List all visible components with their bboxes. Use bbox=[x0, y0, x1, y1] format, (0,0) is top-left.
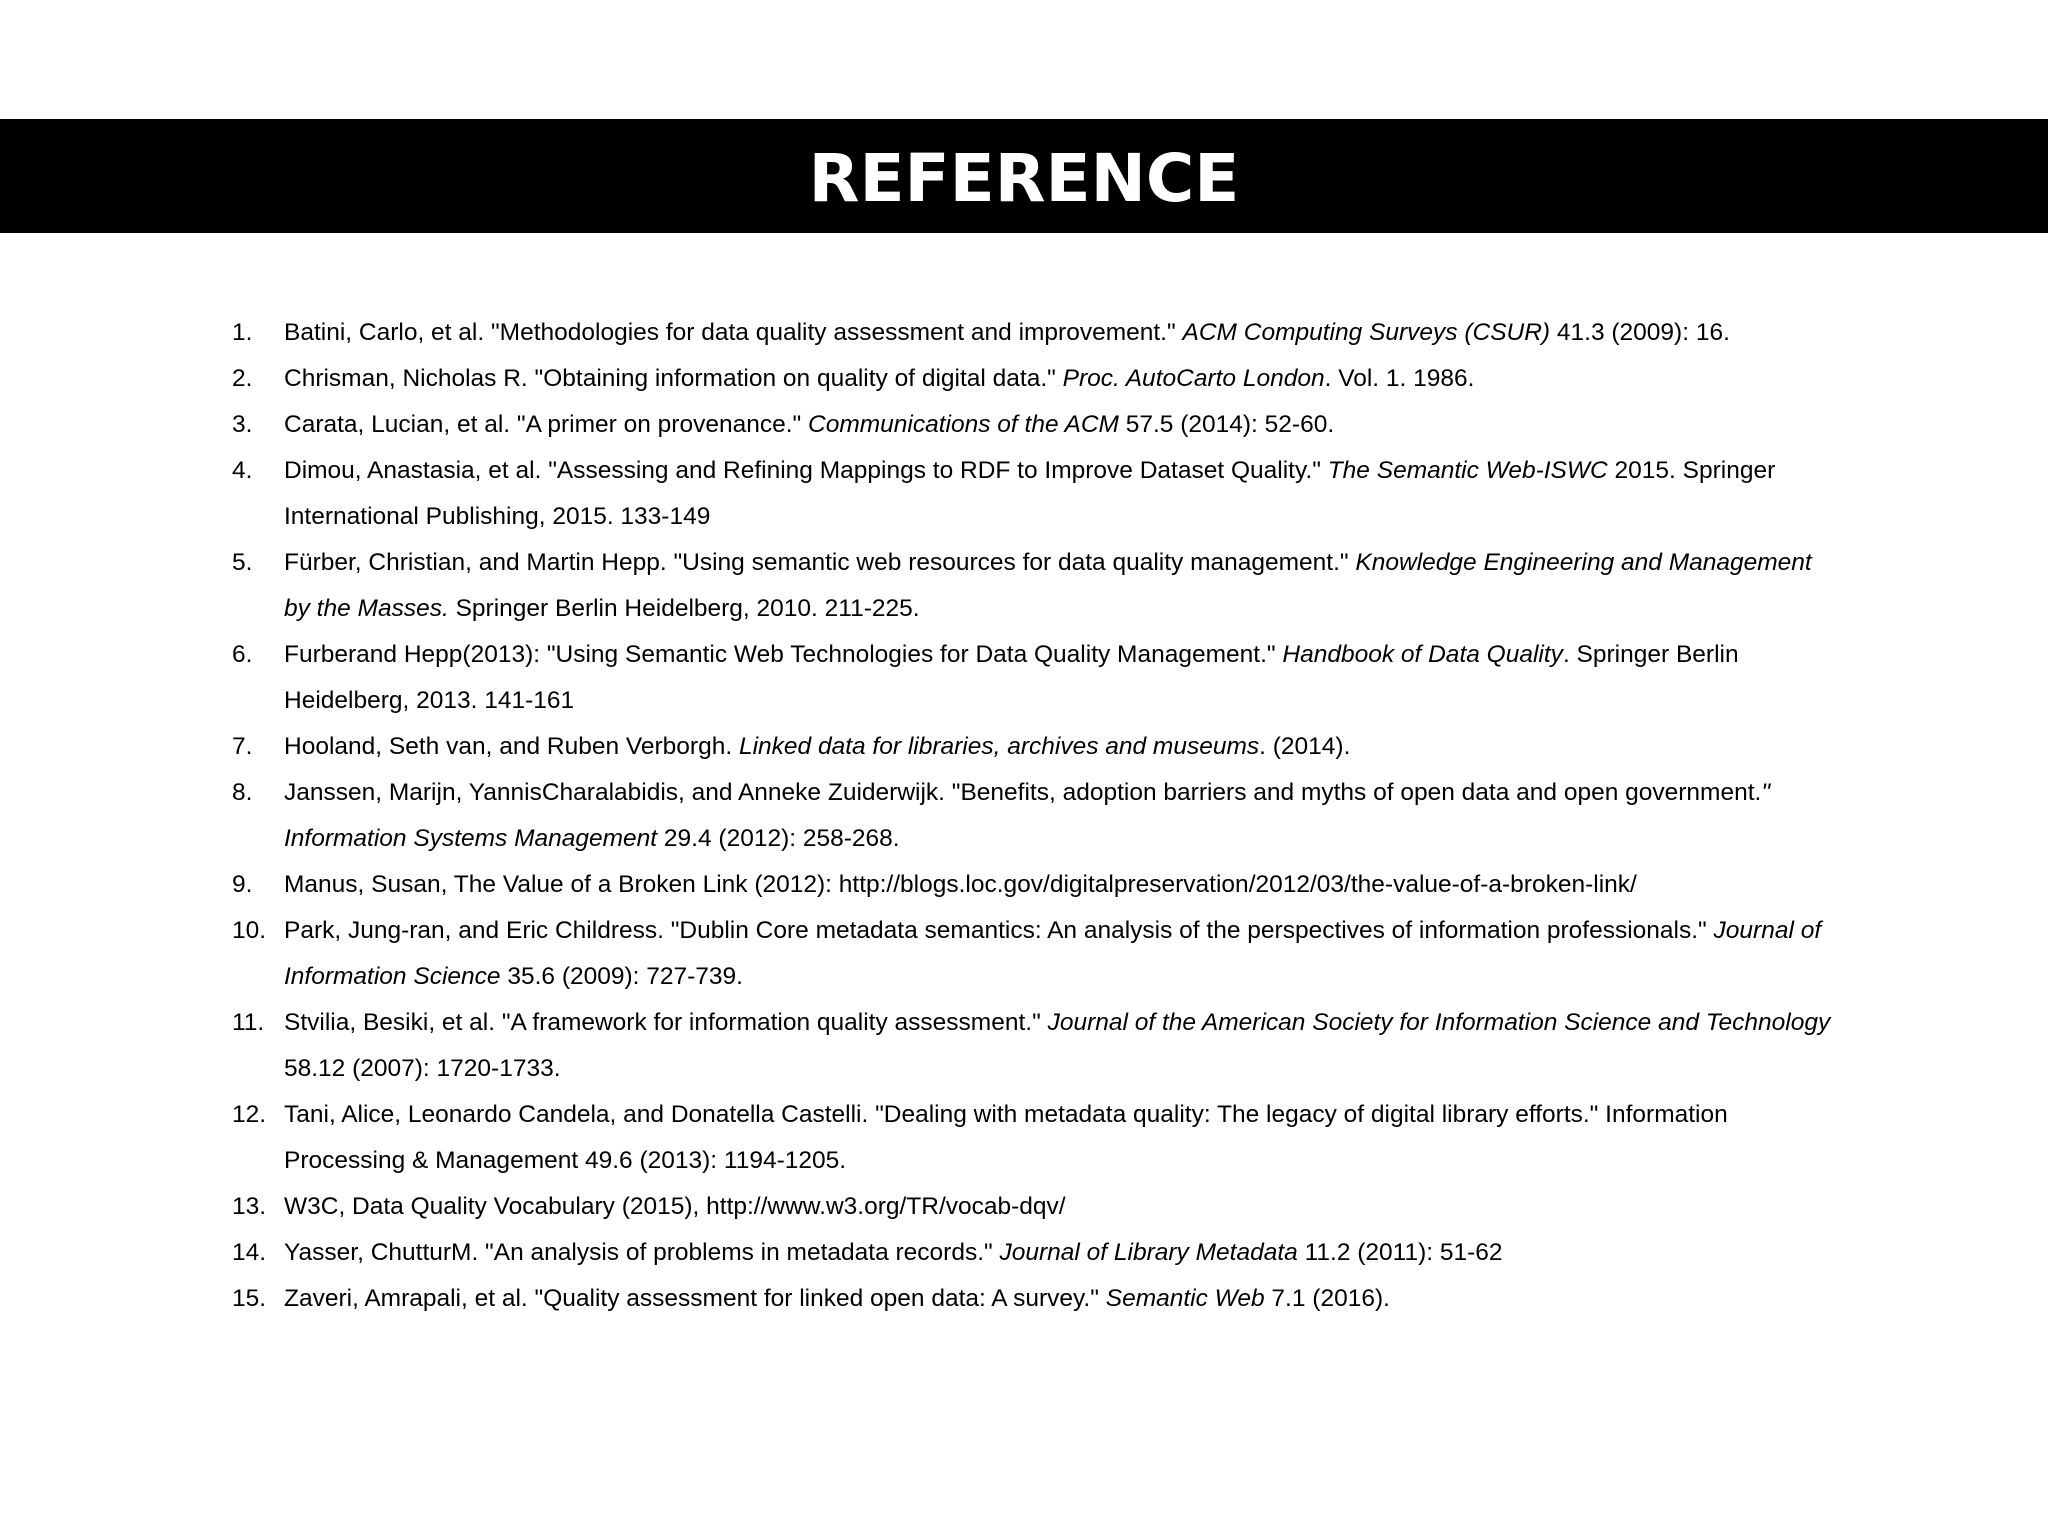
reference-text bbox=[284, 1230, 1832, 1276]
reference-item bbox=[232, 1276, 1832, 1322]
reference-text-segment: Manus, Susan, The Value of a Broken Link (2012): http://blogs.loc.gov/digitalpreservation/2012/03/the-value-of-a-broken-link/ bbox=[284, 871, 1637, 898]
reference-text bbox=[284, 724, 1832, 770]
reference-number: 14. bbox=[232, 1239, 267, 1266]
reference-text-segment: Stvilia, Besiki, et al. "A framework for information quality assessment." bbox=[284, 1009, 1048, 1036]
reference-number: 11. bbox=[232, 1009, 265, 1036]
reference-text-segment: Batini, Carlo, et al. "Methodologies for data quality assessment and improvement." bbox=[284, 319, 1183, 346]
reference-item bbox=[232, 908, 1832, 1000]
reference-text-segment: 11.2 (2011): 51-62 bbox=[1297, 1239, 1503, 1266]
title-bar bbox=[0, 119, 2048, 233]
page-title: REFERENCE bbox=[808, 140, 1240, 217]
reference-item bbox=[232, 310, 1832, 356]
reference-text bbox=[284, 1092, 1832, 1184]
reference-source-title: Linked data for libraries, archives and museums bbox=[738, 733, 1260, 760]
reference-source-title: Knowledge Engineering and Management by the Masses. bbox=[284, 549, 1812, 622]
reference-text bbox=[284, 310, 1832, 356]
reference-number: 5. bbox=[232, 549, 253, 576]
reference-text-segment: Springer Berlin Heidelberg, 2010. 211-225. bbox=[448, 595, 920, 622]
reference-text bbox=[284, 402, 1832, 448]
reference-number: 12. bbox=[232, 1101, 267, 1128]
reference-number: 10. bbox=[232, 917, 267, 944]
reference-text bbox=[284, 632, 1832, 724]
reference-source-title: Semantic Web bbox=[1105, 1285, 1265, 1312]
reference-number: 6. bbox=[232, 641, 253, 668]
reference-number: 15. bbox=[232, 1285, 267, 1312]
reference-text-segment: Yasser, ChutturM. "An analysis of problems in metadata records." bbox=[284, 1239, 1000, 1266]
reference-number: 4. bbox=[232, 457, 253, 484]
reference-number: 13. bbox=[232, 1193, 267, 1220]
reference-source-title: Proc. AutoCarto London bbox=[1062, 365, 1325, 392]
reference-item bbox=[232, 402, 1832, 448]
reference-text-segment: 35.6 (2009): 727-739. bbox=[500, 963, 743, 990]
reference-source-title: Journal of Library Metadata bbox=[999, 1239, 1298, 1266]
reference-number: 9. bbox=[232, 871, 253, 898]
reference-text bbox=[284, 448, 1832, 540]
reference-text bbox=[284, 1000, 1832, 1092]
reference-text-segment: 57.5 (2014): 52-60. bbox=[1118, 411, 1335, 438]
reference-text bbox=[284, 540, 1832, 632]
reference-text-segment: . Springer Berlin Heidelberg, 2013. 141-161 bbox=[284, 641, 1739, 714]
reference-source-title: Communications of the ACM bbox=[808, 411, 1119, 438]
reference-text-segment: Carata, Lucian, et al. "A primer on provenance." bbox=[284, 411, 809, 438]
reference-number: 3. bbox=[232, 411, 253, 438]
reference-item bbox=[232, 356, 1832, 402]
reference-text-segment: Dimou, Anastasia, et al. "Assessing and Refining Mappings to RDF to Improve Dataset Quality." bbox=[284, 457, 1328, 484]
reference-number: 8. bbox=[232, 779, 253, 806]
reference-item bbox=[232, 1184, 1832, 1230]
reference-text bbox=[284, 908, 1832, 1000]
reference-text-segment: 7.1 (2016). bbox=[1264, 1285, 1390, 1312]
reference-text-segment: Hooland, Seth van, and Ruben Verborgh. bbox=[284, 733, 739, 760]
reference-item bbox=[232, 1000, 1832, 1092]
reference-source-title: Handbook of Data Quality bbox=[1282, 641, 1563, 668]
reference-text-segment: 58.12 (2007): 1720-1733. bbox=[284, 1055, 561, 1082]
reference-item bbox=[232, 770, 1832, 862]
reference-number: 7. bbox=[232, 733, 253, 760]
reference-item bbox=[232, 1092, 1832, 1184]
reference-text bbox=[284, 356, 1832, 402]
reference-source-title: ACM Computing Surveys (CSUR) bbox=[1182, 319, 1551, 346]
reference-text bbox=[284, 1276, 1832, 1322]
reference-item bbox=[232, 724, 1832, 770]
reference-text-segment: Janssen, Marijn, YannisCharalabidis, and Anneke Zuiderwijk. "Benefits, adoption barriers and myths of open data and open government. bbox=[284, 779, 1762, 806]
reference-text-segment: . Vol. 1. 1986. bbox=[1324, 365, 1475, 392]
reference-text-segment: 2015. Springer International Publishing, 2015. 133-149 bbox=[284, 457, 1776, 530]
reference-text-segment: W3C, Data Quality Vocabulary (2015), http://www.w3.org/TR/vocab-dqv/ bbox=[284, 1193, 1066, 1220]
reference-text bbox=[284, 862, 1832, 908]
reference-source-title: Journal of the American Society for Information Science and Technology bbox=[1047, 1009, 1831, 1036]
reference-source-title: Journal of Information Science bbox=[284, 917, 1822, 990]
reference-text-segment: Zaveri, Amrapali, et al. "Quality assessment for linked open data: A survey." bbox=[284, 1285, 1106, 1312]
reference-source-title: " Information Systems Management bbox=[284, 779, 1771, 852]
reference-item bbox=[232, 540, 1832, 632]
reference-text-segment: . (2014). bbox=[1259, 733, 1351, 760]
reference-item bbox=[232, 448, 1832, 540]
reference-text-segment: Tani, Alice, Leonardo Candela, and Donatella Castelli. "Dealing with metadata quality: The legacy of digital library efforts." Information Processing & Management 49.6 (2013): 1194-1205. bbox=[284, 1101, 1728, 1174]
reference-text-segment: 29.4 (2012): 258-268. bbox=[657, 825, 900, 852]
reference-text-segment: 41.3 (2009): 16. bbox=[1550, 319, 1730, 346]
reference-source-title: The Semantic Web-ISWC bbox=[1327, 457, 1608, 484]
reference-text-segment: Fürber, Christian, and Martin Hepp. "Using semantic web resources for data quality management." bbox=[284, 549, 1356, 576]
reference-list bbox=[232, 310, 1832, 1322]
reference-text bbox=[284, 770, 1832, 862]
reference-item bbox=[232, 632, 1832, 724]
reference-text-segment: Furberand Hepp(2013): "Using Semantic Web Technologies for Data Quality Management." bbox=[284, 641, 1283, 668]
reference-item bbox=[232, 862, 1832, 908]
reference-text-segment: Chrisman, Nicholas R. "Obtaining information on quality of digital data." bbox=[284, 365, 1063, 392]
reference-number: 2. bbox=[232, 365, 253, 392]
reference-text bbox=[284, 1184, 1832, 1230]
reference-text-segment: Park, Jung-ran, and Eric Childress. "Dublin Core metadata semantics: An analysis of the perspectives of information professionals." bbox=[284, 917, 1714, 944]
reference-item bbox=[232, 1230, 1832, 1276]
reference-number: 1. bbox=[232, 319, 253, 346]
